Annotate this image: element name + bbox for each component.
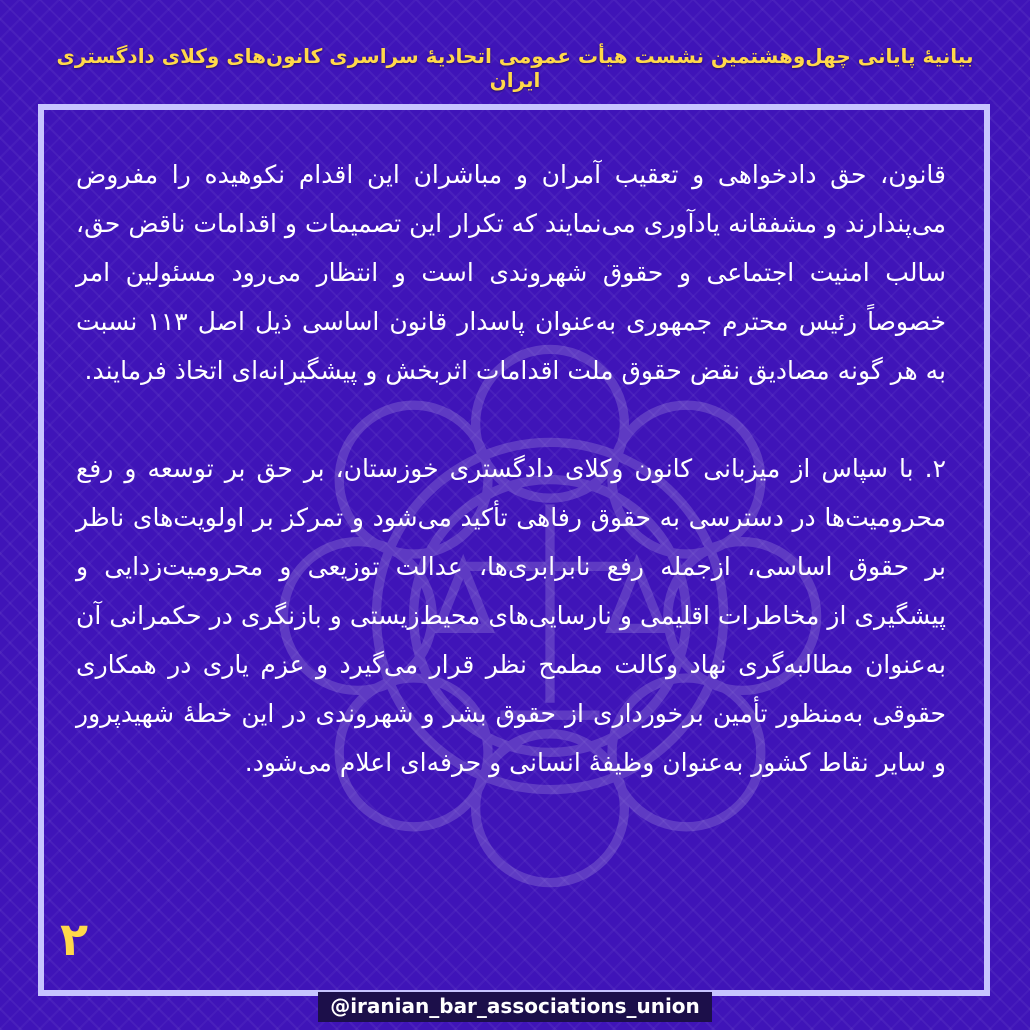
page-title: بیانیهٔ پایانی چهل‌وهشتمین نشست هیأت عمومی اتحادیهٔ سراسری کانون‌های وکلای دادگستری ایران xyxy=(56,44,974,92)
paragraph-item-2: ۲. با سپاس از میزبانی کانون وکلای دادگستری خوزستان، بر حق بر توسعه و رفع محرومیت‌ها در دسترسی به حقوق رفاهی تأکید می‌شود و تمرکز بر اولویت‌های ناظر بر حقوق اساسی، ازجمله رفع نابرابری‌ها، عدالت توزیعی و محرومیت‌زدایی و پیشگیری از مخاطرات اقلیمی و نارسایی‌های محیط‌زیستی و بازنگری در حکمرانی آن به‌عنوان مطالبه‌گری نهاد وکالت مطمح نظر قرار می‌گیرد و عزم یاری در همکاری حقوقی به‌منظور تأمین برخورداری از حقوق بشر و شهروندی در این خطهٔ شهیدپرور و سایر نقاط کشور به‌عنوان وظیفهٔ انسانی و حرفه‌ای اعلام می‌شود. xyxy=(76,454,946,777)
paragraph-continued: قانون، حق دادخواهی و تعقیب آمران و مباشران این اقدام نکوهیده را مفروض می‌پندارند و مشفقانه یادآوری می‌نمایند که تکرار این تصمیمات و اقدامات ناقض حق، سالب امنیت اجتماعی و حقوق شهروندی است و انتظار می‌رود مسئولین امر خصوصاً رئیس محترم جمهوری به‌عنوان پاسدار قانون اساسی ذیل اصل ۱۱۳ نسبت به هر گونه مصادیق نقض حقوق ملت اقدامات اثربخش و پیشگیرانه‌ای اتخاذ فرمایند. xyxy=(76,160,946,385)
statement-body xyxy=(76,150,946,787)
page-number: ۲ xyxy=(60,912,89,966)
content-frame xyxy=(38,104,990,996)
paragraph-spacer xyxy=(76,395,946,444)
footer xyxy=(0,992,1030,1022)
social-handle: @iranian_bar_associations_union xyxy=(318,992,712,1022)
